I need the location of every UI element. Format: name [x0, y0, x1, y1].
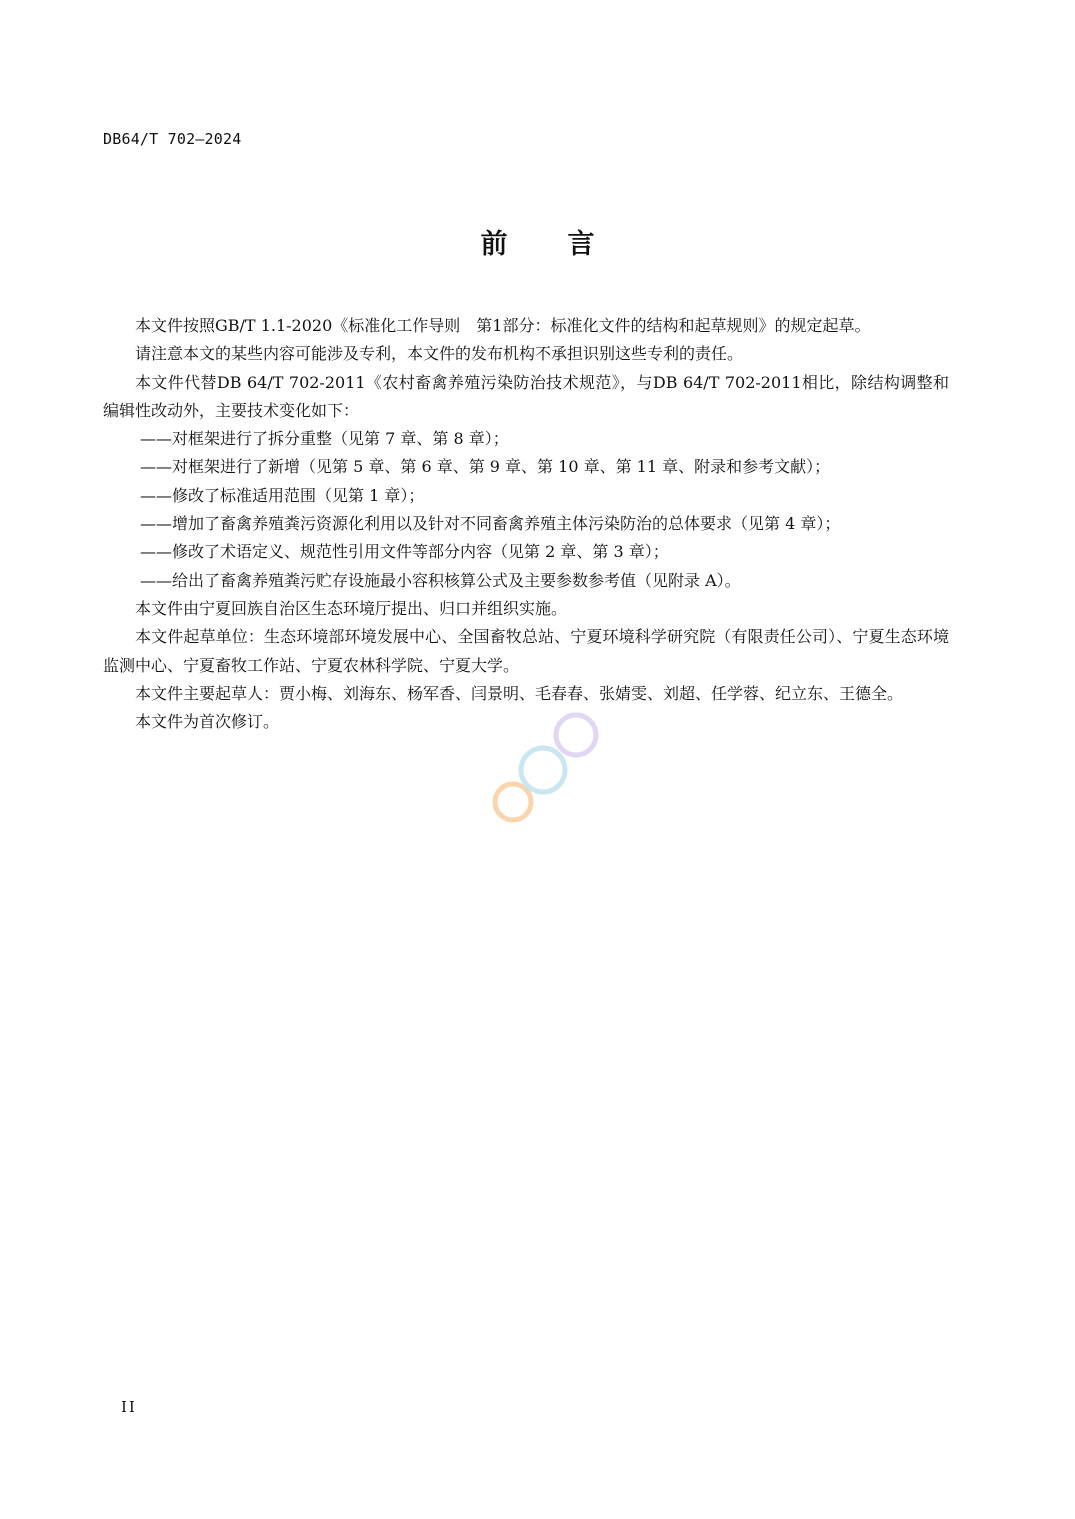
paragraph: 本文件由宁夏回族自治区生态环境厅提出、归口并组织实施。 [135, 598, 568, 618]
paragraph: 本文件主要起草人：贾小梅、刘海东、杨军香、闫景明、毛春春、张婧雯、刘超、任学蓉、纪立东、王德全。 [135, 683, 904, 703]
paragraph: 请注意本文的某些内容可能涉及专利，本文件的发布机构不承担识别这些专利的责任。 [135, 344, 744, 364]
paragraph: 本文件按照GB/T 1.1-2020《标准化工作导则 第1部分：标准化文件的结构和起草规则》的规定起草。 [135, 316, 871, 335]
page-title [0, 222, 1075, 261]
watermark-logo [468, 690, 618, 840]
document-code: DB64/T 702—2024 [103, 130, 242, 148]
change-item: ——对框架进行了新增（见第 5 章、第 6 章、第 9 章、第 10 章、第 11 章、附录和参考文献）； [140, 457, 831, 477]
watermark-ring-orange [495, 784, 531, 820]
paragraph: 本文件为首次修订。 [135, 712, 280, 732]
change-item: ——对框架进行了拆分重整（见第 7 章、第 8 章）； [140, 429, 509, 449]
change-item: ——增加了畜禽养殖粪污资源化利用以及针对不同畜禽养殖主体污染防治的总体要求（见第 4 章）； [140, 514, 841, 534]
foreword-body [103, 312, 949, 736]
page-number: II [121, 1398, 137, 1416]
title-char-right: 言 [567, 229, 595, 260]
title-char-left: 前 [480, 229, 508, 260]
change-item: ——给出了畜禽养殖粪污贮存设施最小容积核算公式及主要参数参考值（见附录 A）。 [140, 570, 741, 590]
change-item: ——修改了标准适用范围（见第 1 章）； [140, 485, 425, 505]
paragraph: 本文件起草单位：生态环境部环境发展中心、全国畜牧总站、宁夏环境科学研究院（有限责任公司）、宁夏生态环境监测中心、宁夏畜牧工作站、宁夏农林科学院、宁夏大学。 [103, 627, 949, 675]
watermark-ring-purple [556, 715, 596, 755]
paragraph: 本文件代替DB 64/T 702-2011《农村畜禽养殖污染防治技术规范》，与DB 64/T 702-2011相比，除结构调整和编辑性改动外，主要技术变化如下： [103, 372, 949, 420]
watermark-ring-blue [521, 748, 565, 792]
change-item: ——修改了术语定义、规范性引用文件等部分内容（见第 2 章、第 3 章）； [140, 542, 669, 562]
